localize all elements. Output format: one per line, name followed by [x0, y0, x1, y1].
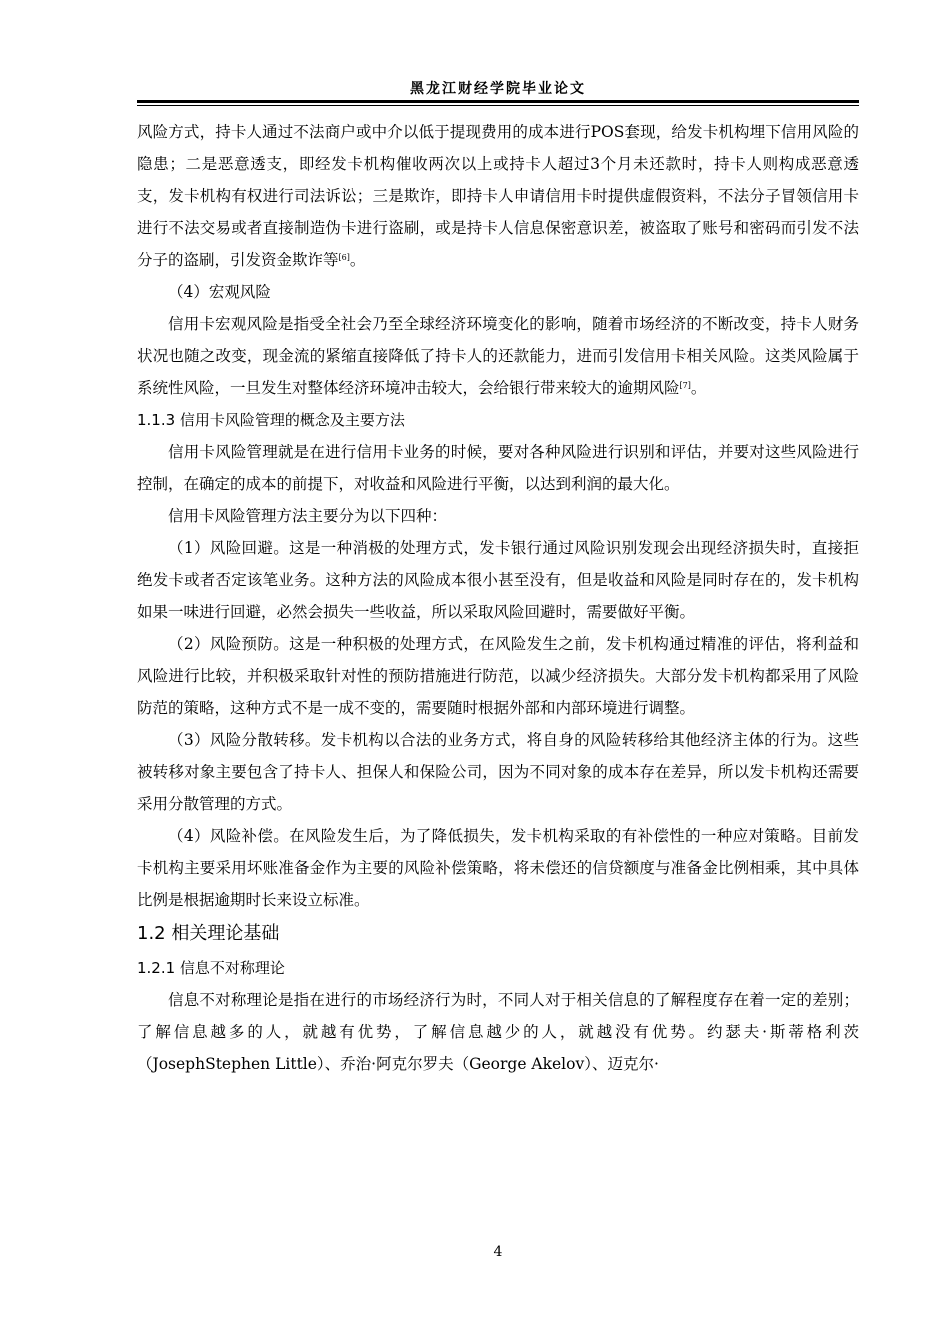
paragraph-text: 信用卡宏观风险是指受全社会乃至全球经济环境变化的影响，随着市场经济的不断改变，持卡人财务状况也随之改变，现金流的紧缩直接降低了持卡人的还款能力，进而引发信用卡相关风险。这类风险属于系统性风险，一旦发生对整体经济环境冲击较大，会给银行带来较大的逾期风险	[137, 315, 859, 397]
header-rule-thin	[137, 105, 859, 106]
body-text	[137, 116, 859, 1080]
header-rule-thick	[137, 100, 859, 103]
page-number: 4	[493, 1244, 503, 1260]
paragraph-information-asymmetry: 信息不对称理论是指在进行的市场经济行为时，不同人对于相关信息的了解程度存在着一定的差别；了解信息越多的人，就越有优势，了解信息越少的人，就越没有优势。约瑟夫·斯蒂格利茨（JosephStephen Little）、乔治·阿克尔罗夫（George Akelov）、迈克尔·	[137, 991, 859, 1073]
paragraph-fraud-risk	[137, 116, 859, 276]
running-header: 黑龙江财经学院毕业论文	[410, 81, 586, 97]
heading-1-2: 1.2 相关理论基础	[137, 923, 280, 944]
paragraph-text: 风险方式，持卡人通过不法商户或中介以低于提现费用的成本进行POS套现，给发卡机构埋下信用风险的隐患；二是恶意透支，即经发卡机构催收两次以上或持卡人超过3个月未还款时，持卡人则构成恶意透支，发卡机构有权进行司法诉讼；三是欺诈，即持卡人申请信用卡时提供虚假资料，不法分子冒领信用卡进行不法交易或者直接制造伪卡进行盗刷，或是持卡人信息保密意识差，被盗取了账号和密码而引发不法分子的盗刷，引发资金欺诈等	[137, 123, 859, 269]
method-risk-avoidance: （1）风险回避。这是一种消极的处理方式，发卡银行通过风险识别发现会出现经济损失时，直接拒绝发卡或者否定该笔业务。这种方法的风险成本很小甚至没有，但是收益和风险是同时存在的，发卡机构如果一味进行回避，必然会损失一些收益，所以采取风险回避时，需要做好平衡。	[137, 539, 859, 621]
paragraph-macro-risk	[137, 308, 859, 404]
heading-1-2-1: 1.2.1 信息不对称理论	[137, 959, 285, 977]
heading-1-1-3: 1.1.3 信用卡风险管理的概念及主要方法	[137, 411, 405, 429]
method-risk-transfer: （3）风险分散转移。发卡机构以合法的业务方式，将自身的风险转移给其他经济主体的行为。这些被转移对象主要包含了持卡人、担保人和保险公司，因为不同对象的成本存在差异，所以发卡机构还需要采用分散管理的方式。	[137, 731, 859, 813]
paragraph-methods-intro: 信用卡风险管理方法主要分为以下四种：	[168, 507, 448, 525]
paragraph-risk-management-concept: 信用卡风险管理就是在进行信用卡业务的时候，要对各种风险进行识别和评估，并要对这些风险进行控制，在确定的成本的前提下，对收益和风险进行平衡，以达到利润的最大化。	[137, 443, 859, 493]
paragraph-end: 。	[690, 379, 707, 397]
citation-ref: [7]	[679, 381, 691, 390]
method-risk-compensation: （4）风险补偿。在风险发生后，为了降低损失，发卡机构采取的有补偿性的一种应对策略。目前发卡机构主要采用坏账准备金作为主要的风险补偿策略，将未偿还的信贷额度与准备金比例相乘，其中具体比例是根据逾期时长来设立标准。	[137, 827, 859, 909]
paragraph-end: 。	[349, 251, 366, 269]
citation-ref: [6]	[338, 253, 350, 262]
item-macro-risk-title: （4）宏观风险	[168, 283, 271, 301]
method-risk-prevention: （2）风险预防。这是一种积极的处理方式，在风险发生之前，发卡机构通过精准的评估，将利益和风险进行比较，并积极采取针对性的预防措施进行防范，以减少经济损失。大部分发卡机构都采用了风险防范的策略，这种方式不是一成不变的，需要随时根据外部和内部环境进行调整。	[137, 635, 859, 717]
